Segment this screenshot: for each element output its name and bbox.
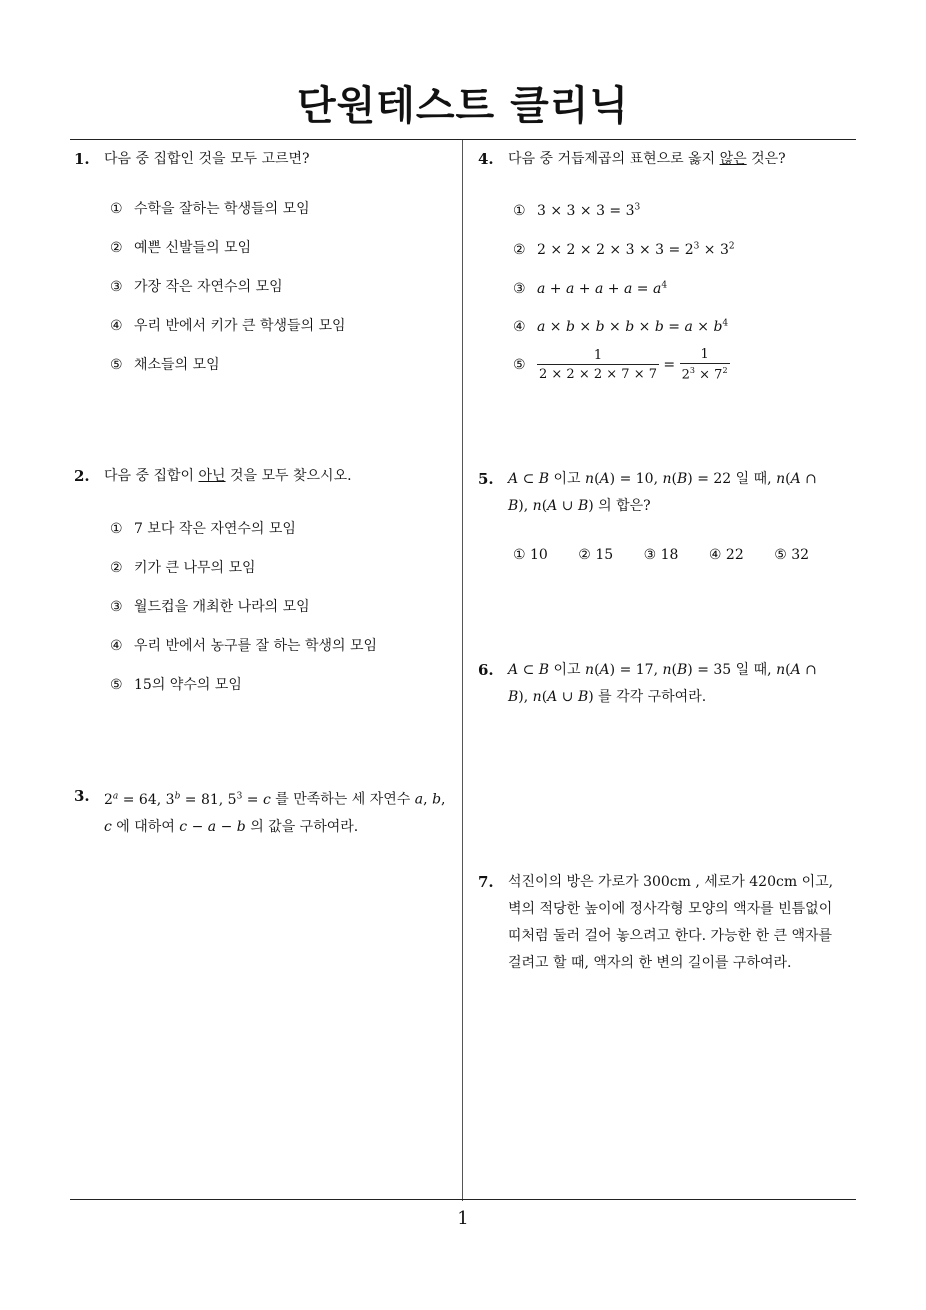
math-expression: $2^a = 64$, $3^b = 81$, $5^3 = c$ [104,791,271,808]
q2-option-4[interactable]: ④ 우리 반에서 농구를 잘 하는 학생의 모임 [110,638,378,654]
math-expression: A ⊂ B [508,471,550,487]
question-number: 6. [478,661,494,679]
q4-option-1[interactable]: ① $3 \times 3 \times 3 = 3^3$ [513,202,641,219]
bottom-rule [70,1199,856,1200]
question-number: 4. [478,150,494,168]
math-expression: $2 \times 2 \times 2 \times 3 \times 3 = 2^3 \times 3^2$ [537,241,735,258]
q1-option-1[interactable]: ① 수학을 잘하는 학생들의 모임 [110,201,310,217]
q2-option-1[interactable]: ① 7 보다 작은 자연수의 모임 [110,521,296,537]
top-rule [70,139,856,140]
q5-option-1[interactable]: ① 10 [513,547,548,563]
underlined-word: 않은 [719,151,747,167]
math-expression: c − a − b [179,818,246,835]
question-7 [478,869,863,977]
q5-option-2[interactable]: ② 15 [578,547,614,563]
q1-option-4[interactable]: ④ 우리 반에서 키가 큰 학생들의 모임 [110,318,346,334]
question-number: 5. [478,470,494,488]
q2-option-3[interactable]: ③ 월드컵을 개최한 나라의 모임 [110,599,310,615]
q4-option-4[interactable]: ④ $a \times b \times b \times b \times b = a \times b^4$ [513,318,729,335]
q1-option-2[interactable]: ② 예쁜 신발들의 모임 [110,240,252,256]
q5-option-4[interactable]: ④ 22 [708,547,744,563]
q2-option-2[interactable]: ② 키가 큰 나무의 모임 [110,560,256,576]
question-text: 석진이의 방은 가로가 300cm , 세로가 420cm 이고, 벽의 적당한 높이에 정사각형 모양의 액자를 빈틈없이 띠처럼 둘러 걸어 놓으려고 한다. 가능한 한 큰 액자를 걸려고 할 때, 액자의 한 변의 길이를 구하여라. [508,874,834,971]
question-text: $2^a = 64$, $3^b = 81$, $5^3 = c$ 를 만족하는 세 자연수 a, b, c 에 대하여 c − a − b 의 값을 구하여라. [104,791,446,835]
question-text: 다음 중 거듭제곱의 표현으로 옳지 않은 것은? [508,151,786,167]
math-expression: $3 \times 3 \times 3 = 3^3$ [537,202,641,219]
question-text: A ⊂ B 이고 n(A) = 10, n(B) = 22 일 때, n(A ∩ B), n(A ∪ B) 의 합은? [508,471,817,514]
question-2 [74,463,454,490]
question-number: 7. [478,873,494,891]
question-5 [478,466,863,520]
question-text: A ⊂ B 이고 n(A) = 17, n(B) = 35 일 때, n(A ∩ B), n(A ∪ B) 를 각각 구하여라. [508,662,817,705]
underlined-word: 아닌 [198,468,226,484]
q2-option-5[interactable]: ⑤ 15의 약수의 모임 [110,677,242,693]
q4-option-2[interactable]: ② $2 \times 2 \times 2 \times 3 \times 3 = 2^3 \times 3^2$ [513,241,735,258]
math-expression: A ⊂ B [508,662,550,678]
question-4 [478,146,858,173]
q4-option-5[interactable]: ⑤ $\frac{1}{2 \times 2 \times 2 \times 7 \times 7}$ = $\frac{1}{2^3 \times 7^2}$ [513,347,728,383]
page-number: 1 [457,1208,469,1229]
math-expression: $a \times b \times b \times b \times b = a \times b^4$ [537,318,729,335]
math-expression: $a + a + a + a = a^4$ [537,280,668,297]
q4-option-3[interactable]: ③ $a + a + a + a = a^4$ [513,280,668,297]
q1-option-3[interactable]: ③ 가장 작은 자연수의 모임 [110,279,283,295]
column-divider [462,140,463,1201]
q5-option-5[interactable]: ⑤ 32 [774,547,810,563]
question-number: 1. [74,150,90,168]
page-title: 단원테스트 클리닉 [296,83,630,129]
q1-option-5[interactable]: ⑤ 채소들의 모임 [110,357,220,373]
question-text: 다음 중 집합인 것을 모두 고르면? [104,151,310,167]
question-text: 다음 중 집합이 아닌 것을 모두 찾으시오. [104,468,352,484]
q5-options [513,547,835,563]
question-1 [74,146,454,173]
question-3 [74,783,459,841]
q5-option-3[interactable]: ③ 18 [643,547,679,563]
question-number: 2. [74,467,90,485]
question-number: 3. [74,787,90,805]
math-expression: $\frac{1}{2 \times 2 \times 2 \times 7 \times 7}$ = $\frac{1}{2^3 \times 7^2}$ [539,347,728,383]
question-6 [478,657,863,711]
